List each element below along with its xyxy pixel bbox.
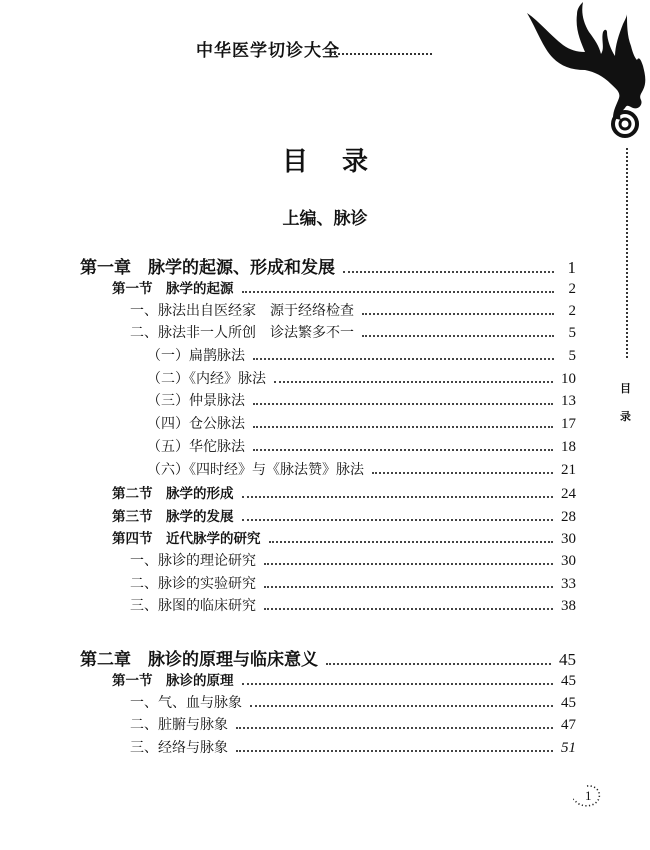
toc-entry-item[interactable] bbox=[130, 595, 576, 617]
dot-leader bbox=[242, 682, 554, 685]
toc-entry-item[interactable] bbox=[130, 714, 576, 736]
dot-leader bbox=[250, 704, 553, 707]
entry-page: 1 bbox=[567, 258, 576, 277]
dot-leader bbox=[362, 334, 554, 337]
entry-page: 45 bbox=[561, 673, 576, 689]
entry-page: 2 bbox=[568, 281, 576, 297]
toc-entry-item[interactable] bbox=[130, 692, 576, 714]
side-dotted-rule bbox=[626, 148, 628, 358]
side-tab-char: 目 bbox=[620, 382, 631, 395]
entry-label: 二、脏腑与脉象 bbox=[130, 717, 228, 733]
entry-label: （四）仓公脉法 bbox=[147, 416, 245, 432]
dot-leader bbox=[253, 402, 553, 405]
toc-entry-section[interactable] bbox=[112, 669, 576, 691]
entry-page: 45 bbox=[559, 650, 576, 669]
dot-leader bbox=[264, 562, 553, 565]
dot-leader bbox=[264, 585, 553, 588]
toc-entry-chapter[interactable] bbox=[80, 645, 576, 670]
toc-entry-item[interactable] bbox=[130, 737, 576, 759]
toc-entry-subitem[interactable] bbox=[147, 390, 576, 412]
entry-label: 第一节 脉诊的原理 bbox=[112, 673, 234, 689]
dot-leader bbox=[264, 607, 553, 610]
entry-label: 第三节 脉学的发展 bbox=[112, 509, 234, 525]
entry-label: （三）仲景脉法 bbox=[147, 393, 245, 409]
toc-entry-section[interactable] bbox=[112, 277, 576, 299]
entry-page: 21 bbox=[561, 462, 576, 478]
entry-label: （二）《内经》脉法 bbox=[147, 371, 266, 387]
dot-leader bbox=[236, 749, 553, 752]
entry-page: 18 bbox=[561, 439, 576, 455]
dot-leader bbox=[242, 518, 554, 521]
entry-label: 一、气、血与脉象 bbox=[130, 695, 242, 711]
toc-entry-item[interactable] bbox=[130, 550, 576, 572]
toc-entry-item[interactable] bbox=[130, 322, 576, 344]
dot-leader bbox=[253, 425, 553, 428]
toc-title: 目录 bbox=[281, 147, 402, 177]
toc-entry-section[interactable] bbox=[112, 527, 576, 549]
entry-page: 47 bbox=[561, 717, 576, 733]
toc-entry-subitem[interactable] bbox=[147, 413, 576, 435]
entry-label: 三、脉图的临床研究 bbox=[130, 598, 256, 614]
entry-label: （五）华佗脉法 bbox=[147, 439, 245, 455]
entry-label: 一、脉诊的理论研究 bbox=[130, 553, 256, 569]
entry-label: 第二章 脉诊的原理与临床意义 bbox=[80, 650, 318, 670]
book-title: 中华医学切诊大全 bbox=[196, 41, 340, 61]
dot-leader bbox=[253, 357, 554, 360]
toc-entry-item[interactable] bbox=[130, 573, 576, 595]
entry-page: 30 bbox=[561, 553, 576, 569]
entry-label: 二、脉法非一人所创 诊法繁多不一 bbox=[130, 325, 354, 341]
dot-leader bbox=[253, 448, 553, 451]
toc-entry-section[interactable] bbox=[112, 505, 576, 527]
page-number: 1 bbox=[585, 788, 592, 803]
dot-leader bbox=[242, 290, 555, 293]
entry-page: 24 bbox=[561, 486, 576, 502]
dot-leader bbox=[242, 495, 554, 498]
toc-entry-subitem[interactable] bbox=[147, 368, 576, 390]
entry-label: 二、脉诊的实验研究 bbox=[130, 576, 256, 592]
toc-entry-subitem[interactable] bbox=[147, 459, 576, 481]
entry-page: 51 bbox=[561, 740, 576, 756]
entry-label: 三、经络与脉象 bbox=[130, 740, 228, 756]
entry-page: 10 bbox=[561, 371, 576, 387]
side-tab-char: 录 bbox=[620, 410, 631, 423]
entry-label: 第一节 脉学的起源 bbox=[112, 281, 234, 297]
entry-label: 第四节 近代脉学的研究 bbox=[112, 531, 261, 547]
dot-leader bbox=[274, 380, 553, 383]
part-title: 上编、脉诊 bbox=[282, 209, 368, 229]
entry-page: 2 bbox=[568, 303, 576, 319]
dot-leader bbox=[269, 540, 554, 543]
toc-entry-subitem[interactable] bbox=[147, 436, 576, 458]
toc-entry-subitem[interactable] bbox=[147, 345, 576, 367]
entry-label: （一）扁鹊脉法 bbox=[147, 348, 245, 364]
entry-page: 30 bbox=[561, 531, 576, 547]
entry-page: 45 bbox=[561, 695, 576, 711]
flame-swirl-ornament-icon bbox=[515, 0, 650, 140]
entry-label: 一、脉法出自医经家 源于经络检查 bbox=[130, 303, 354, 319]
header-dotted-rule bbox=[330, 53, 432, 55]
entry-page: 5 bbox=[568, 348, 576, 364]
entry-label: 第一章 脉学的起源、形成和发展 bbox=[80, 258, 335, 278]
page-number-badge bbox=[573, 783, 603, 809]
entry-label: （六）《四时经》与《脉法赞》脉法 bbox=[147, 462, 364, 478]
entry-page: 33 bbox=[561, 576, 576, 592]
toc-entry-chapter[interactable] bbox=[80, 253, 576, 278]
dot-leader bbox=[372, 471, 553, 474]
dot-leader bbox=[343, 270, 554, 273]
toc-entry-item[interactable] bbox=[130, 300, 576, 322]
entry-page: 17 bbox=[561, 416, 576, 432]
entry-page: 28 bbox=[561, 509, 576, 525]
dot-leader bbox=[326, 662, 551, 665]
dot-leader bbox=[236, 726, 553, 729]
entry-label: 第二节 脉学的形成 bbox=[112, 486, 234, 502]
entry-page: 13 bbox=[561, 393, 576, 409]
toc-entry-section[interactable] bbox=[112, 482, 576, 504]
dot-leader bbox=[362, 312, 554, 315]
entry-page: 38 bbox=[561, 598, 576, 614]
entry-page: 5 bbox=[568, 325, 576, 341]
